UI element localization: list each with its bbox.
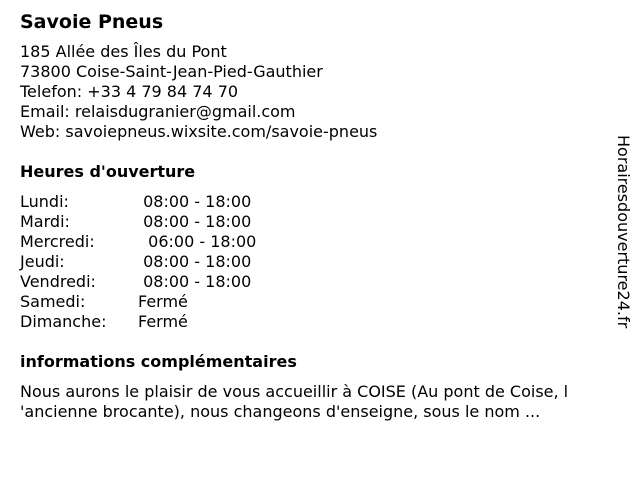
additional-info-heading: informations complémentaires (20, 352, 297, 371)
hours-day: Mercredi: (20, 232, 95, 251)
address-line-2: 73800 Coise-Saint-Jean-Pied-Gauthier (20, 62, 323, 81)
hours-time: 08:00 - 18:00 (138, 192, 252, 211)
hours-day: Dimanche: (20, 312, 107, 331)
hours-row-thursday (20, 252, 620, 272)
web-line (20, 122, 620, 142)
hours-day: Mardi: (20, 212, 70, 231)
hours-time: 08:00 - 18:00 (138, 272, 252, 291)
additional-info-text: Nous aurons le plaisir de vous accueillir à COISE (Au pont de Coise, l 'ancienne brocante), nous changeons d'enseigne, sous le nom ... (20, 382, 569, 421)
hours-day: Vendredi: (20, 272, 96, 291)
hours-row-friday (20, 272, 620, 292)
hours-row-tuesday (20, 212, 620, 232)
address-line-1: 185 Allée des Îles du Pont (20, 42, 227, 61)
hours-row-sunday (20, 312, 620, 332)
hours-day: Lundi: (20, 192, 69, 211)
phone-number[interactable]: +33 4 79 84 74 70 (87, 82, 239, 101)
website-link[interactable]: savoiepneus.wixsite.com/savoie-pneus (65, 122, 378, 141)
hours-time: 08:00 - 18:00 (138, 212, 252, 231)
business-name: Savoie Pneus (20, 11, 164, 33)
opening-hours-heading: Heures d'ouverture (20, 162, 196, 181)
business-card (20, 10, 620, 422)
phone-label: Telefon: (20, 82, 83, 101)
web-label: Web: (20, 122, 61, 141)
hours-row-wednesday (20, 232, 620, 252)
hours-row-monday (20, 192, 620, 212)
email-label: Email: (20, 102, 70, 121)
opening-hours-list (20, 192, 620, 332)
email-line (20, 102, 620, 122)
hours-time: 08:00 - 18:00 (138, 252, 252, 271)
hours-time: 06:00 - 18:00 (138, 232, 257, 251)
hours-time: Fermé (138, 292, 188, 311)
hours-row-saturday (20, 292, 620, 312)
hours-day: Samedi: (20, 292, 86, 311)
email-address[interactable]: relaisdugranier@gmail.com (74, 102, 296, 121)
hours-day: Jeudi: (20, 252, 65, 271)
hours-time: Fermé (138, 312, 188, 331)
site-watermark: Horairesdouverture24.fr (614, 135, 633, 329)
phone-line (20, 82, 620, 102)
